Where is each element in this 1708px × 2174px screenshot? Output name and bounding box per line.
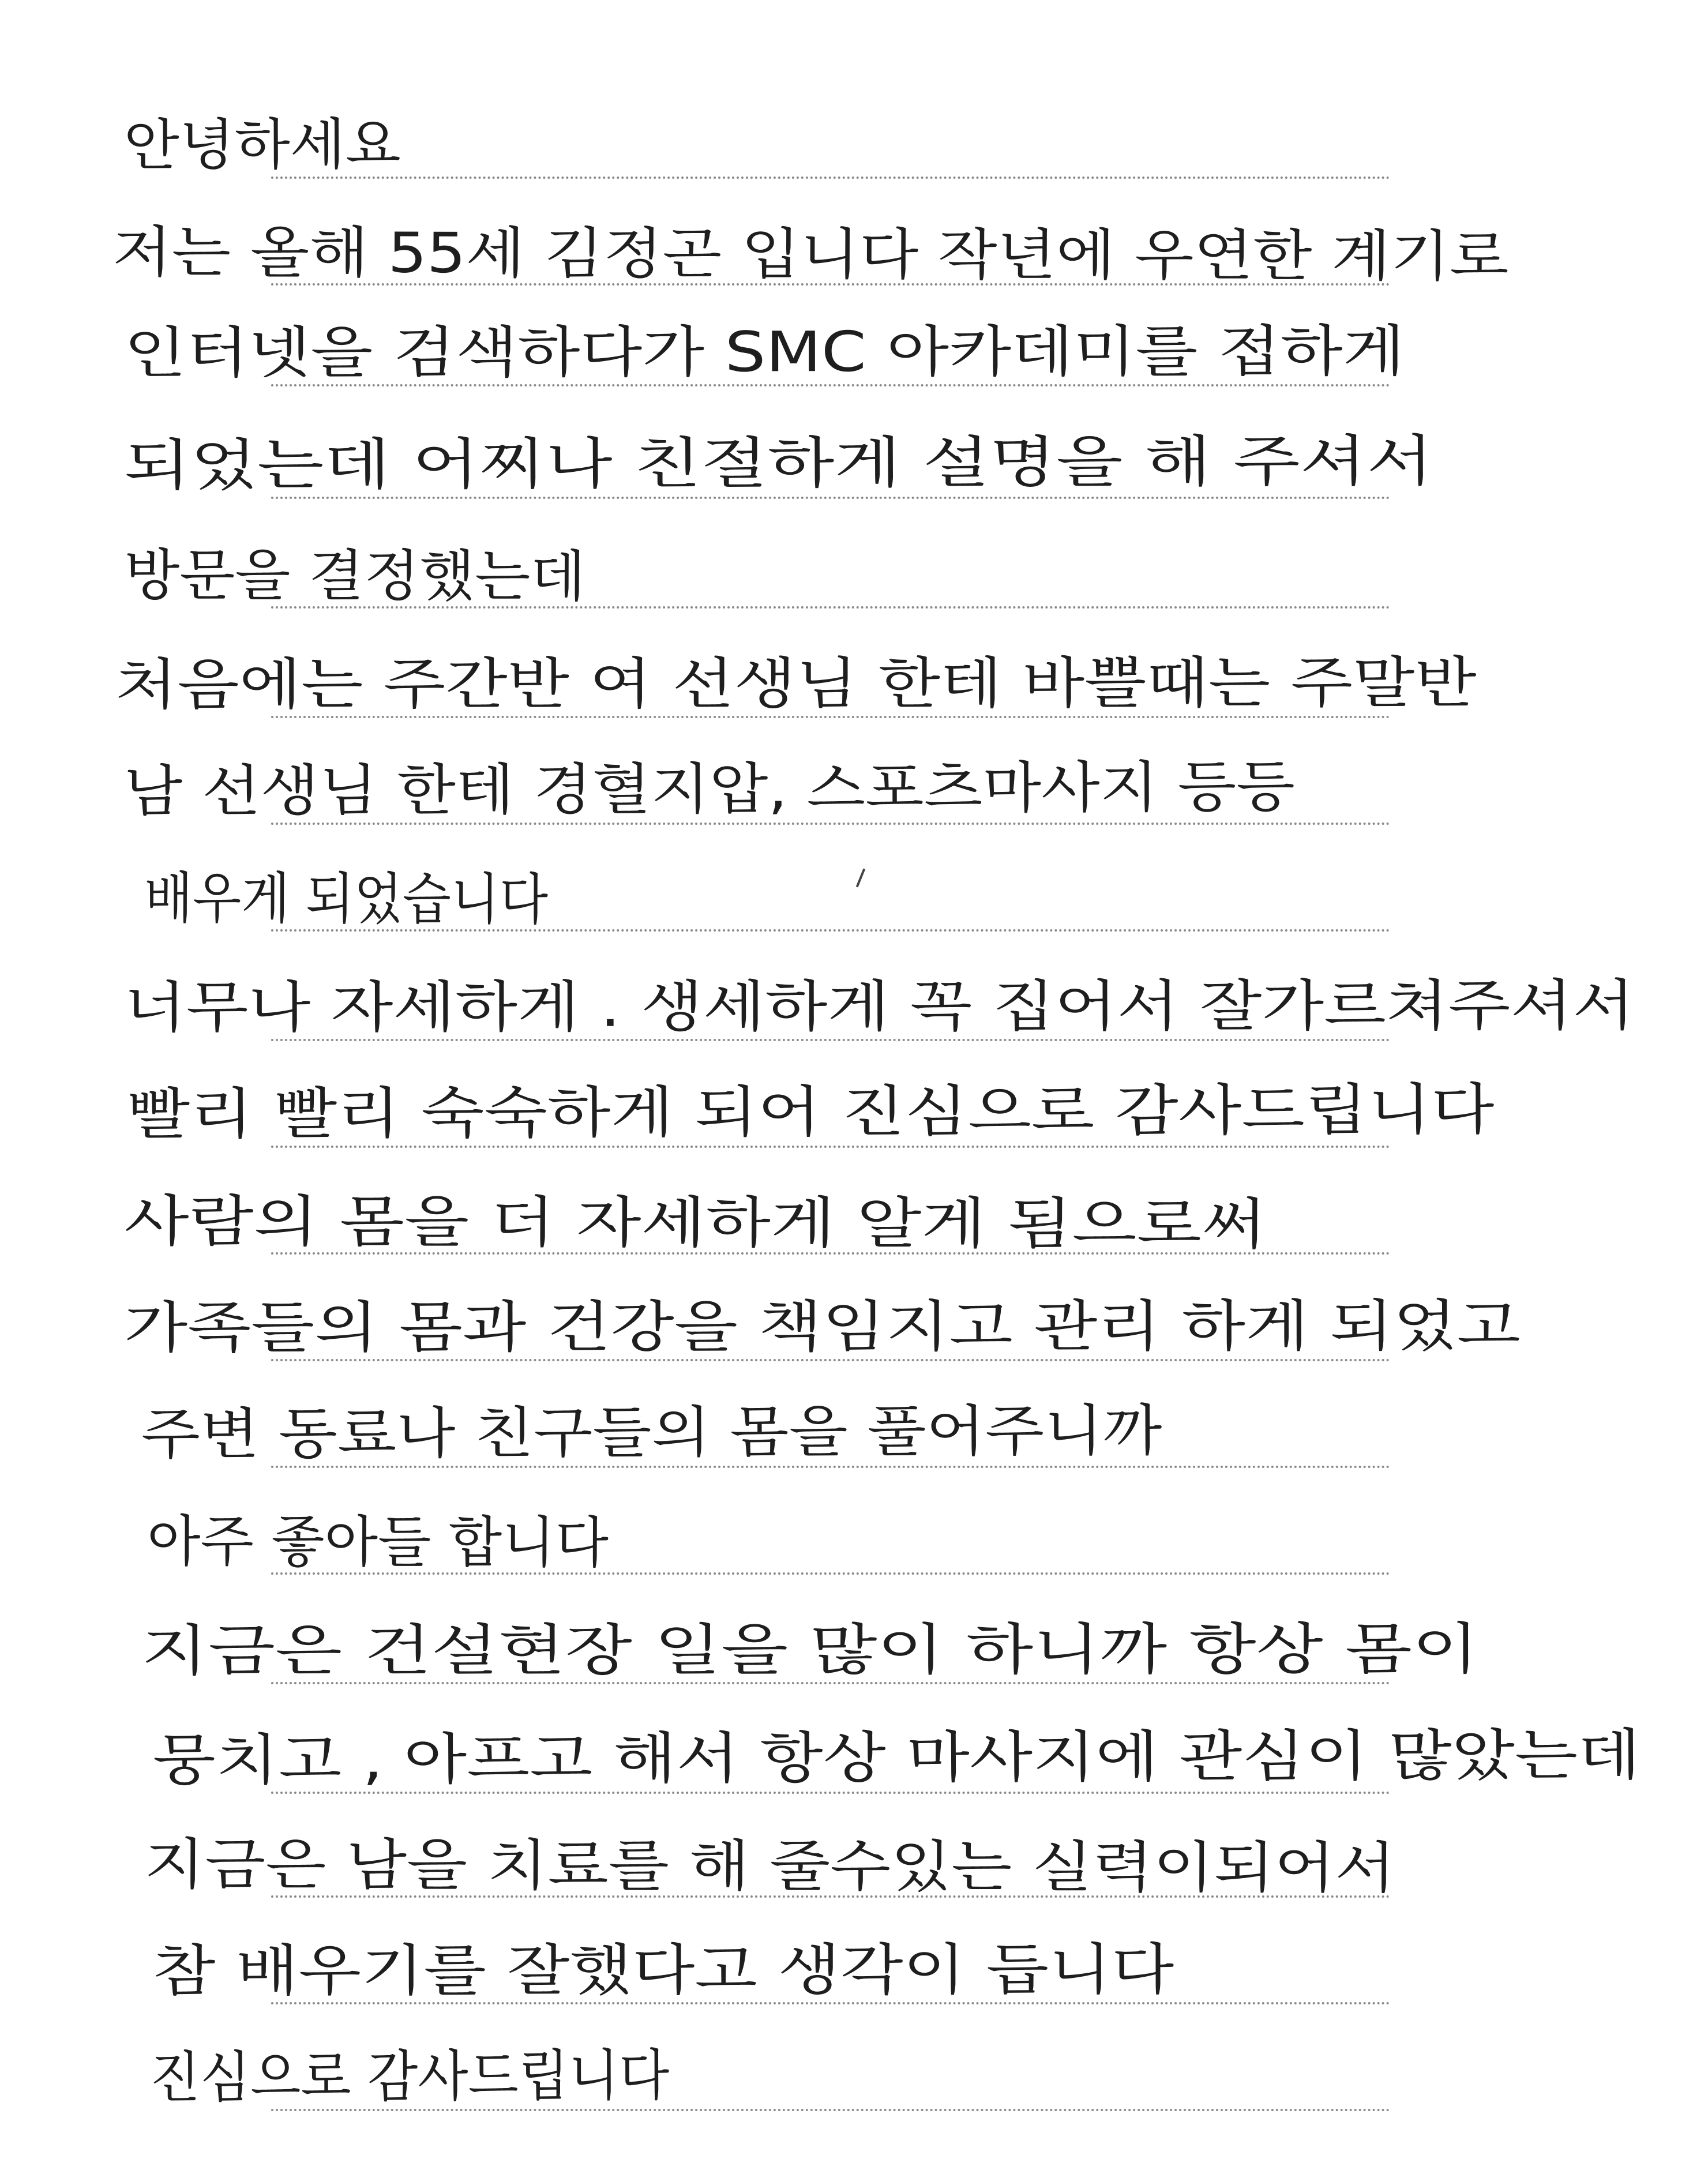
- letter-line: 배우게 되었습니다: [144, 866, 549, 932]
- ruled-line: [271, 1146, 1390, 1148]
- ruled-line: [271, 1466, 1390, 1468]
- letter-line: 가족들의 몸과 건강을 책임지고 관리 하게 되었고: [123, 1293, 1521, 1360]
- ruled-line: [271, 1792, 1390, 1794]
- letter-line: 안녕하세요: [123, 111, 401, 178]
- letter-line: 방문을 결정했는데: [123, 543, 586, 609]
- letter-line: 지금은 건설현장 일을 많이 하니까 항상 몸이: [141, 1616, 1480, 1683]
- letter-line: 아주 좋아들 합니다: [147, 1509, 609, 1575]
- letter-line: 주변 동료나 친구들의 몸을 풀어주니까: [141, 1398, 1162, 1467]
- ruled-line: [271, 2109, 1390, 2111]
- letter-line: 진심으로 감사드립니다: [149, 2042, 670, 2110]
- letter-line: 사람의 몸을 더 자세하게 알게 됨으로써: [123, 1189, 1267, 1257]
- letter-line: 인터넷을 검색하다가 SMC 아카데미를 접하게: [123, 318, 1405, 385]
- letter-line: 지금은 남을 치료를 해 줄수있는 실력이되어서: [144, 1832, 1396, 1901]
- letter-line: 남 선생님 한테 경혈지압, 스포츠마사지 등등: [123, 754, 1296, 824]
- letter-line: 처음에는 주간반 여 선생님 한테 바쁠때는 주말반: [115, 650, 1477, 717]
- letter-line: 되었는데 어찌나 친절하게 설명을 해 주셔서: [123, 429, 1434, 498]
- letter-line: 저는 올해 55세 김정곤 입니다 작년에 우연한 계기로: [112, 220, 1509, 289]
- stray-pen-mark: [856, 868, 865, 887]
- ruled-line: [271, 177, 1390, 179]
- letter-line: 뭉치고 , 아프고 해서 항상 마사지에 관심이 많았는데: [152, 1722, 1641, 1793]
- ruled-line: [271, 497, 1390, 499]
- letter-line: 빨리 빨리 숙숙하게 되어 진심으로 감사드립니다: [126, 1077, 1495, 1147]
- ruled-line: [271, 823, 1390, 825]
- letter-line: 참 배우기를 잘했다고 생각이 듭니다: [152, 1937, 1174, 2003]
- letter-line: 너무나 자세하게 . 생세하게 꼭 집어서 잘가르쳐주셔서: [123, 973, 1635, 1040]
